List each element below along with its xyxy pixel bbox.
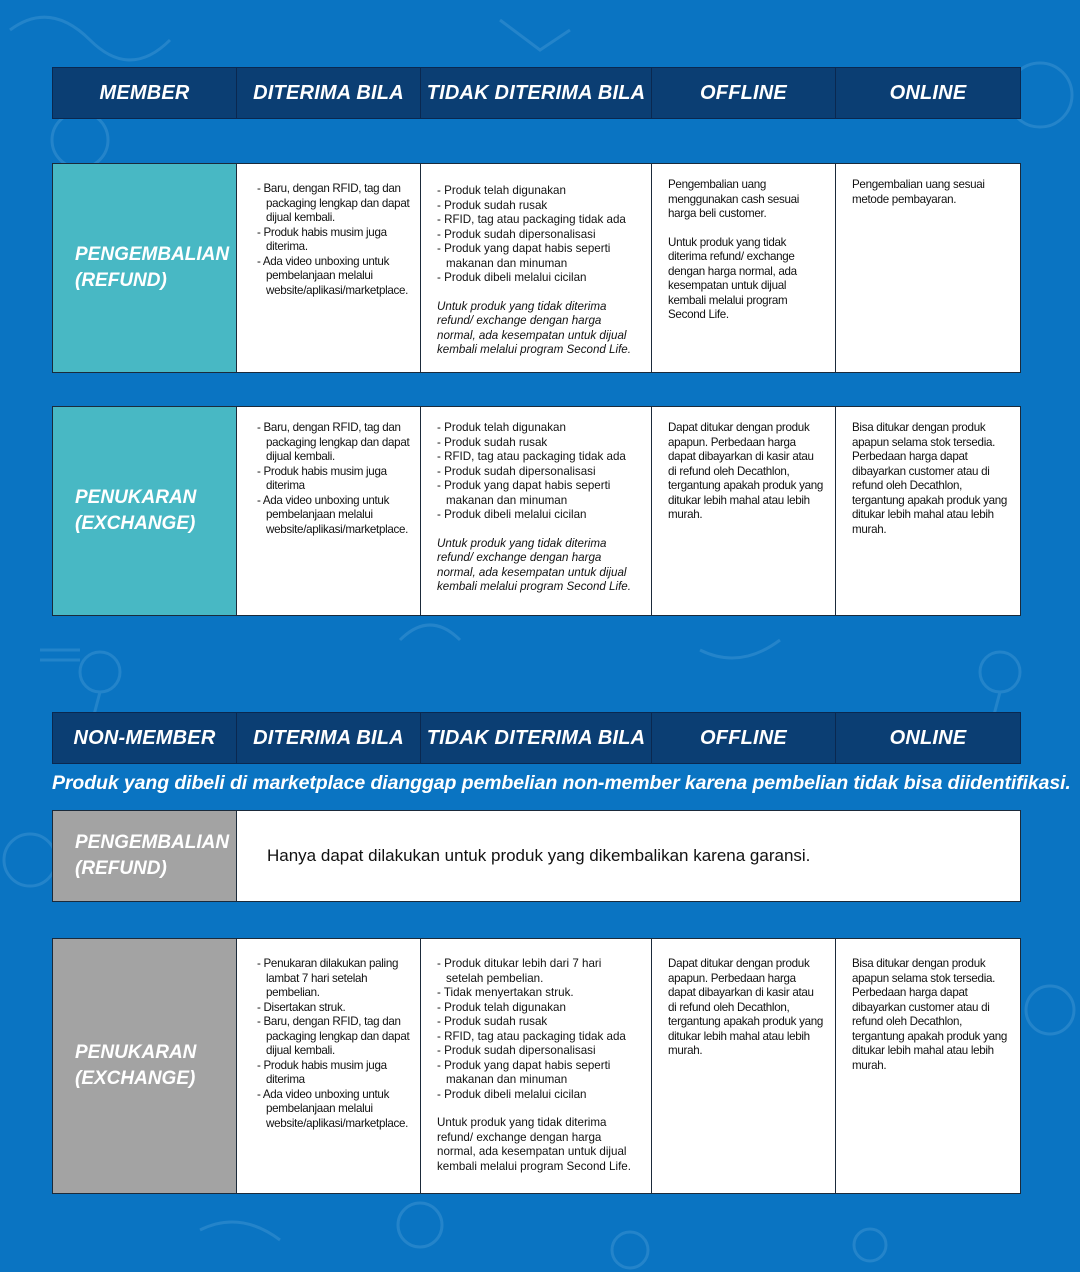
- list-item: - Produk telah digunakan: [437, 421, 566, 434]
- list-item: - Produk sudah rusak: [437, 1015, 548, 1028]
- list-item: - Produk dibeli melalui cicilan: [437, 1087, 587, 1101]
- online-text: Bisa ditukar dengan produk apapun selama stok tersedia. Perbedaan harga dapat dibayarkan customer atau di refund oleh Decathlon, tergantung apakah produk yang ditukar lebih mahal atau lebih murah.: [852, 421, 1008, 536]
- list-item: - RFID, tag atau packaging tidak ada: [437, 450, 626, 463]
- not-accepted-cell: [421, 164, 652, 372]
- list-item: - Produk telah digunakan: [437, 1000, 566, 1014]
- list-item: - Produk yang dapat habis seperti makanan dan minuman: [437, 242, 611, 270]
- header-accepted: DITERIMA BILA: [237, 713, 421, 763]
- list-item: - Produk yang dapat habis seperti makanan dan minuman: [437, 1058, 611, 1086]
- row-label-exchange: [53, 407, 237, 615]
- header-not-accepted: TIDAK DITERIMA BILA: [421, 713, 652, 763]
- second-life-note: Untuk produk yang tidak diterima refund/ exchange dengan harga normal, ada kesempatan untuk dijual kembali melalui program Second Life.: [437, 299, 631, 356]
- member-refund-row: [52, 163, 1021, 373]
- online-text: Pengembalian uang sesuai metode pembayaran.: [852, 178, 985, 206]
- offline-text: Dapat ditukar dengan produk apapun. Perbedaan harga dapat dibayarkan di kasir atau di refund oleh Decathlon, tergantung apakah produk yang ditukar lebih mahal atau lebih murah.: [668, 957, 824, 1057]
- header-offline: OFFLINE: [652, 68, 836, 118]
- row-label-line1: PENUKARAN: [75, 487, 197, 508]
- row-label-line1: PENGEMBALIAN: [75, 832, 230, 853]
- nonmember-exchange-row: [52, 938, 1021, 1194]
- accepted-cell: [237, 939, 421, 1193]
- header-online: ONLINE: [889, 726, 967, 749]
- header-online: ONLINE: [889, 81, 967, 104]
- refund-warranty-text: Hanya dapat dilakukan untuk produk yang dikembalikan karena garansi.: [267, 846, 811, 865]
- row-label-exchange: [53, 939, 237, 1193]
- list-item: - Ada video unboxing untuk pembelanjaan melalui website/aplikasi/marketplace.: [257, 254, 409, 297]
- row-label-line1: PENGEMBALIAN: [75, 244, 230, 265]
- list-item: - Baru, dengan RFID, tag dan packaging lengkap dan dapat dijual kembali.: [257, 421, 410, 463]
- nonmember-header-row: [52, 712, 1021, 764]
- online-cell: [836, 164, 1020, 372]
- member-header-row: [52, 67, 1021, 119]
- list-item: - Produk habis musim juga diterima: [257, 464, 387, 492]
- second-life-note: Untuk produk yang tidak diterima refund/ exchange dengan harga normal, ada kesempatan untuk dijual kembali melalui program Second Life.: [437, 536, 631, 593]
- header-offline: OFFLINE: [652, 713, 836, 763]
- not-accepted-cell: [421, 407, 652, 615]
- online-cell: [836, 939, 1020, 1193]
- list-item: - Produk ditukar lebih dari 7 hari setelah pembelian.: [437, 957, 602, 985]
- offline-cell: [652, 939, 836, 1193]
- second-life-note: Untuk produk yang tidak diterima refund/ exchange dengan harga normal, ada kesempatan untuk dijual kembali melalui program Second Life.: [437, 1116, 631, 1173]
- list-item: - Ada video unboxing untuk pembelanjaan melalui website/aplikasi/marketplace.: [257, 1087, 409, 1130]
- member-exchange-row: [52, 406, 1021, 616]
- accepted-cell: [237, 164, 421, 372]
- list-item: - Produk dibeli melalui cicilan: [437, 508, 587, 521]
- not-accepted-cell: [421, 939, 652, 1193]
- list-item: - Produk dibeli melalui cicilan: [437, 271, 587, 284]
- list-item: - Produk sudah dipersonalisasi: [437, 464, 596, 478]
- row-label-line2: (EXCHANGE): [75, 1068, 196, 1089]
- row-label-refund: [53, 164, 237, 372]
- online-text: Bisa ditukar dengan produk apapun selama stok tersedia. Perbedaan harga dapat dibayarkan customer atau di refund oleh Decathlon, tergantung apakah produk yang ditukar lebih mahal atau lebih murah.: [852, 957, 1008, 1072]
- online-cell: [836, 407, 1020, 615]
- header-accepted: DITERIMA BILA: [237, 68, 421, 118]
- offline-second-life-text: Untuk produk yang tidak diterima refund/ exchange dengan harga normal, ada kesempatan untuk dijual kembali melalui program Second Life.: [668, 235, 797, 321]
- list-item: - Produk telah digunakan: [437, 184, 566, 197]
- list-item: - Penukaran dilakukan paling lambat 7 hari setelah pembelian.: [257, 957, 399, 999]
- list-item: - Tidak menyertakan struk.: [437, 986, 574, 999]
- list-item: - Produk sudah rusak: [437, 198, 548, 212]
- row-label-refund: [53, 811, 237, 901]
- list-item: - Produk habis musim juga diterima.: [257, 225, 387, 253]
- row-label-line2: (REFUND): [75, 858, 167, 879]
- header-nonmember: NON-MEMBER: [53, 713, 237, 763]
- list-item: - Baru, dengan RFID, tag dan packaging lengkap dan dapat dijual kembali.: [257, 1015, 410, 1057]
- list-item: - Ada video unboxing untuk pembelanjaan melalui website/aplikasi/marketplace.: [257, 493, 409, 536]
- marketplace-note: Produk yang dibeli di marketplace dianggap pembelian non-member karena pembelian tidak bisa diidentifikasi.: [52, 772, 1071, 794]
- list-item: - RFID, tag atau packaging tidak ada: [437, 213, 626, 226]
- list-item: - Produk yang dapat habis seperti makanan dan minuman: [437, 479, 611, 507]
- header-not-accepted: TIDAK DITERIMA BILA: [421, 68, 652, 118]
- offline-text: Dapat ditukar dengan produk apapun. Perbedaan harga dapat dibayarkan di kasir atau di refund oleh Decathlon, tergantung apakah produk yang ditukar lebih mahal atau lebih murah.: [668, 421, 824, 521]
- accepted-cell: [237, 407, 421, 615]
- offline-cell: [652, 407, 836, 615]
- row-label-line1: PENUKARAN: [75, 1042, 197, 1063]
- offline-cell: [652, 164, 836, 372]
- row-label-line2: (EXCHANGE): [75, 513, 196, 534]
- nonmember-refund-row: [52, 810, 1021, 902]
- list-item: - Baru, dengan RFID, tag dan packaging lengkap dan dapat dijual kembali.: [257, 182, 410, 224]
- list-item: - Produk sudah rusak: [437, 435, 548, 449]
- offline-text: Pengembalian uang menggunakan cash sesuai harga beli customer.: [668, 178, 800, 220]
- row-label-line2: (REFUND): [75, 270, 167, 291]
- list-item: - RFID, tag atau packaging tidak ada: [437, 1029, 626, 1043]
- list-item: - Disertakan struk.: [257, 1000, 346, 1014]
- list-item: - Produk habis musim juga diterima: [257, 1058, 387, 1086]
- list-item: - Produk sudah dipersonalisasi: [437, 1044, 596, 1057]
- header-member: MEMBER: [53, 68, 237, 118]
- list-item: - Produk sudah dipersonalisasi: [437, 227, 596, 241]
